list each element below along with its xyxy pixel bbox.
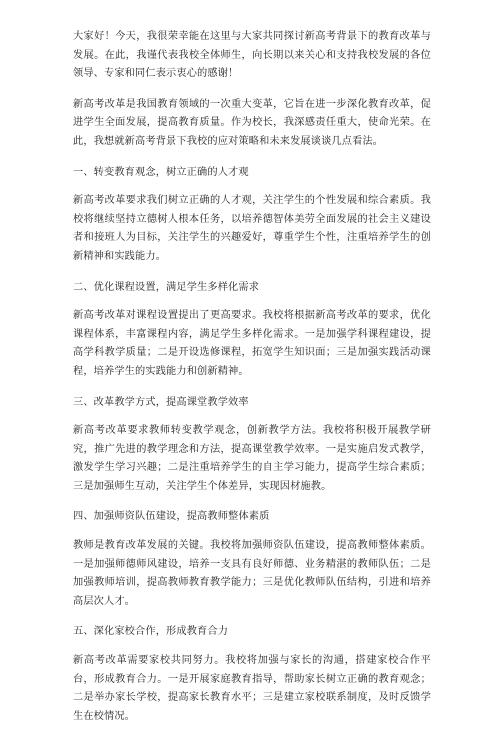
document-page: [73, 28, 431, 738]
section-heading-3: 三、改革教学方式，提高课堂教学效率: [73, 396, 249, 408]
section-paragraph-3: 新高考改革要求教师转变教学观念，创新教学方法。我校将积极开展教学研究，推广先进的教学理念和方法，提高课堂教学效率。一是实施启发式教学，激发学生学习兴趣；二是注重培养学生的自主学习能力，提高学生综合素质；三是加强师生互动，关注学生个体差异，实现因材施教。: [73, 425, 431, 492]
section-paragraph-4: 教师是教育改革发展的关键。我校将加强师资队伍建设，提高教师整体素质。一是加强师德师风建设，培养一支具有良好师德、业务精湛的教师队伍；二是加强教师培训，提高教师教育教学能力；三是优化教师队伍结构，引进和培养高层次人才。: [73, 540, 431, 607]
intro-paragraph: 大家好！今天，我很荣幸能在这里与大家共同探讨新高考背景下的教育改革与发展。在此，我谨代表我校全体师生，向长期以来关心和支持我校发展的各位领导、专家和同仁表示衷心的感谢！: [73, 31, 431, 80]
section-heading-4: 四、加强师资队伍建设，提高教师整体素质: [73, 511, 270, 523]
section-heading-2: 二、优化课程设置，满足学生多样化需求: [73, 281, 260, 293]
context-paragraph: 新高考改革是我国教育领域的一次重大变革，它旨在进一步深化教育改革，促进学生全面发展，提高教育质量。作为校长，我深感责任重大，使命光荣。在此，我想就新高考背景下我校的应对策略和未来发展谈谈几点看法。: [73, 98, 431, 147]
section-heading-5: 五、深化家校合作，形成教育合力: [73, 626, 229, 638]
section-heading-1: 一、转变教育观念，树立正确的人才观: [73, 166, 249, 178]
section-paragraph-5: 新高考改革需要家校共同努力。我校将加强与家长的沟通，搭建家校合作平台，形成教育合力。一是开展家庭教育指导，帮助家长树立正确的教育观念；二是举办家长学校，提高家长教育水平；三是建立家校联系制度，及时反馈学生在校情况。: [73, 655, 431, 722]
section-paragraph-1: 新高考改革要求我们树立正确的人才观，关注学生的个性发展和综合素质。我校将继续坚持立德树人根本任务，以培养德智体美劳全面发展的社会主义建设者和接班人为目标，关注学生的兴趣爱好，尊重学生个性，注重培养学生的创新精神和实践能力。: [73, 195, 431, 262]
section-paragraph-2: 新高考改革对课程设置提出了更高要求。我校将根据新高考改革的要求，优化课程体系，丰富课程内容，满足学生多样化需求。一是加强学科课程建设，提高学科教学质量；二是开设选修课程，拓宽学生知识面；三是加强实践活动课程，培养学生的实践能力和创新精神。: [73, 310, 431, 377]
